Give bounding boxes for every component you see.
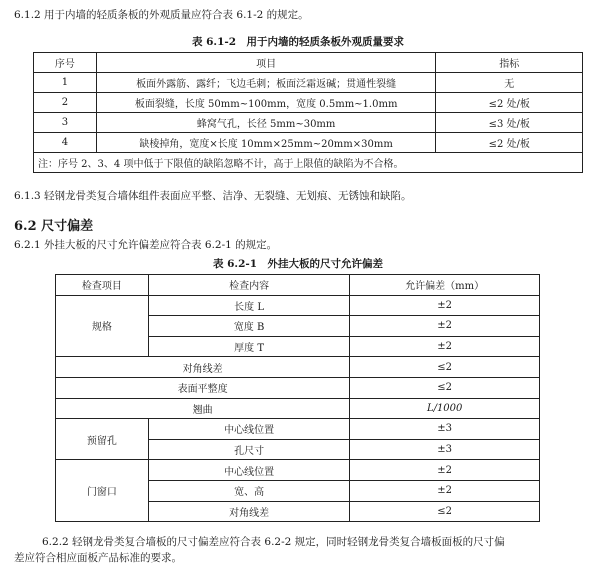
group-label-yuliu: 预留孔 [56, 419, 149, 460]
row-content: 孔尺寸 [148, 439, 350, 460]
table-row [56, 357, 540, 378]
paragraph-6-2-1: 6.2.1 外挂大板的尺寸允许偏差应符合表 6.2-1 的规定。 [14, 239, 278, 251]
table-row [56, 377, 540, 398]
row-value: ±3 [350, 439, 540, 460]
row-value: ±2 [350, 295, 540, 316]
row-content: 翘曲 [56, 398, 350, 419]
table-6-2-1-caption: 表 6.2-1 外挂大板的尺寸允许偏差 [212, 258, 384, 270]
table-row [56, 398, 540, 419]
row-number: 2 [34, 93, 97, 113]
table-row [56, 295, 540, 316]
row-number: 4 [34, 133, 97, 153]
table-6-1-2-caption: 表 6.1-2 用于内墙的轻质条板外观质量要求 [191, 36, 405, 48]
group-label-menchuang: 门窗口 [56, 460, 149, 522]
table-row [34, 133, 583, 153]
table-row [56, 460, 540, 481]
header-cell: 序号 [34, 53, 97, 73]
header-cell: 检查内容 [148, 275, 350, 296]
row-content: 对角线差 [56, 357, 350, 378]
paragraph-6-1-3: 6.1.3 轻钢龙骨类复合墙体组件表面应平整、洁净、无裂缝、无划痕、无锈蚀和缺陷。 [14, 190, 412, 202]
row-value: ±2 [350, 316, 540, 337]
row-item: 板面裂缝，长度 50mm~100mm，宽度 0.5mm~1.0mm [96, 93, 436, 113]
row-item: 蜂窝气孔，长径 5mm~30mm [96, 113, 436, 133]
header-cell: 检查项目 [56, 275, 149, 296]
header-cell: 项目 [96, 53, 436, 73]
header-cell: 允许偏差（mm） [350, 275, 540, 296]
table-header-row [34, 53, 583, 73]
row-number: 1 [34, 73, 97, 93]
row-content: 中心线位置 [148, 460, 350, 481]
table-row [34, 113, 583, 133]
row-value: ≤2 [350, 377, 540, 398]
table-note: 注：序号 2、3、4 项中低于下限值的缺陷忽略不计，高于上限值的缺陷为不合格。 [34, 153, 583, 173]
row-value: ±2 [350, 480, 540, 501]
row-content: 表面平整度 [56, 377, 350, 398]
row-item: 板面外露筋、露纤；飞边毛刺；板面泛霜返碱；贯通性裂缝 [96, 73, 436, 93]
row-content: 长度 L [148, 295, 350, 316]
table-row [34, 93, 583, 113]
row-value: 无 [436, 73, 583, 93]
row-value: ≤2 [350, 357, 540, 378]
row-item: 缺棱掉角，宽度×长度 10mm×25mm~20mm×30mm [96, 133, 436, 153]
row-content: 宽、高 [148, 480, 350, 501]
row-value: L/1000 [350, 398, 540, 419]
row-content: 对角线差 [148, 501, 350, 522]
paragraph-6-2-2-line-2: 差应符合相应面板产品标准的要求。 [14, 552, 182, 564]
row-value: ±2 [350, 460, 540, 481]
table-note-row [34, 153, 583, 173]
table-row [56, 419, 540, 440]
table-row [34, 73, 583, 93]
table-6-2-1 [55, 274, 540, 522]
row-content: 宽度 B [148, 316, 350, 337]
row-content: 中心线位置 [148, 419, 350, 440]
paragraph-6-2-2-line-1: 6.2.2 轻钢龙骨类复合墙板的尺寸偏差应符合表 6.2-2 规定，同时轻钢龙骨类复合墙板面板的尺寸偏 [42, 536, 505, 548]
row-value: ≤2 [350, 501, 540, 522]
row-value: ≤3 处/板 [436, 113, 583, 133]
group-label-guige: 规格 [56, 295, 149, 357]
row-content: 厚度 T [148, 336, 350, 357]
row-value: ±3 [350, 419, 540, 440]
row-number: 3 [34, 113, 97, 133]
header-cell: 指标 [436, 53, 583, 73]
row-value: ≤2 处/板 [436, 133, 583, 153]
table-header-row [56, 275, 540, 296]
paragraph-6-1-2: 6.1.2 用于内墙的轻质条板的外观质量应符合表 6.1-2 的规定。 [14, 9, 309, 21]
row-value: ±2 [350, 336, 540, 357]
section-heading-6-2: 6.2 尺寸偏差 [14, 219, 94, 234]
row-value: ≤2 处/板 [436, 93, 583, 113]
table-6-1-2 [33, 52, 583, 173]
